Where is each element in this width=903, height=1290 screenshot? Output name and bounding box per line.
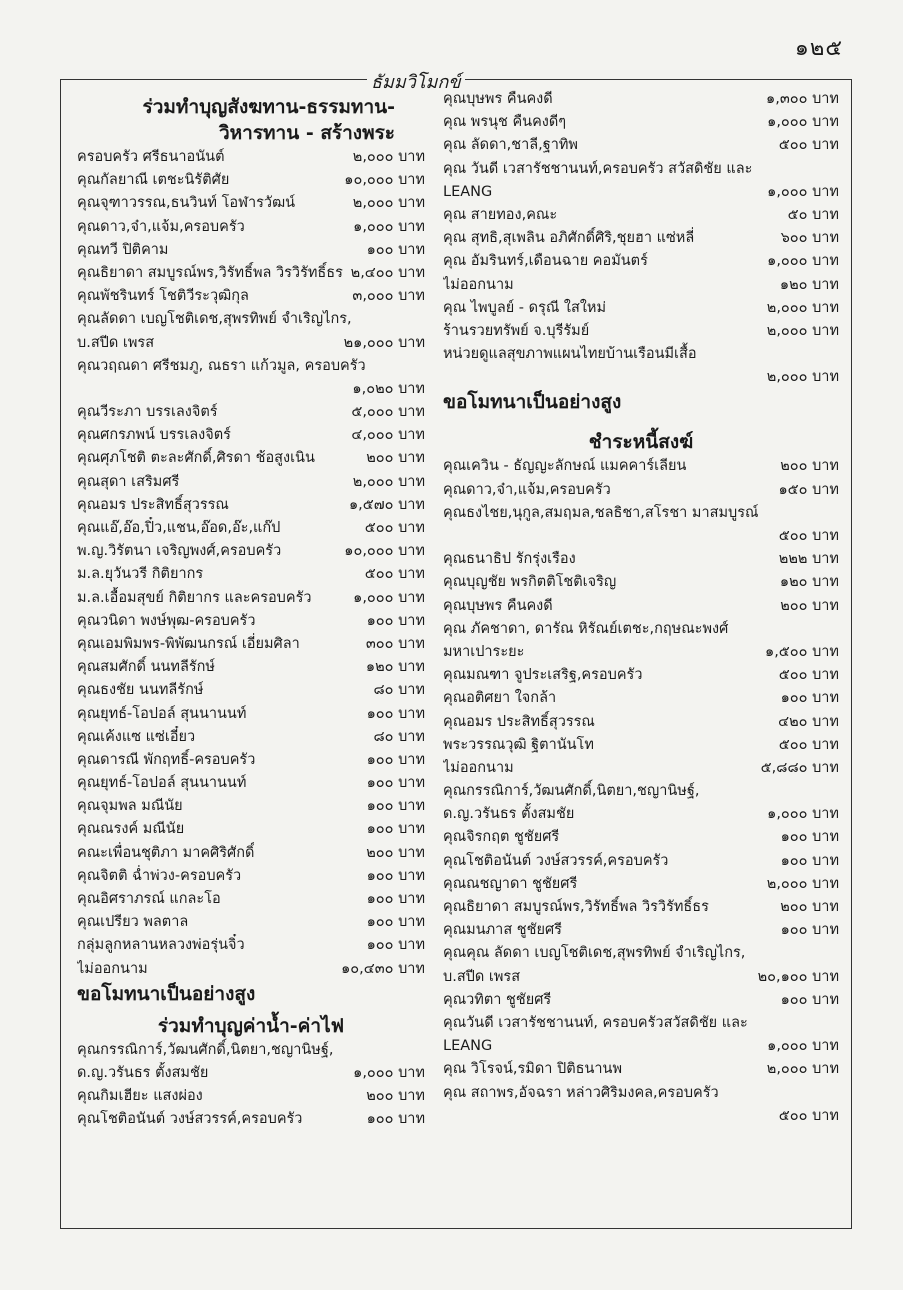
donor-amount: ๑๐๐ บาท xyxy=(780,852,839,869)
donor-row xyxy=(443,664,839,687)
donor-amount: ๒๐๐ บาท xyxy=(366,1088,425,1105)
donor-row xyxy=(443,250,839,273)
donor-amount: ๑,๐๐๐ บาท xyxy=(767,183,839,200)
donor-name: คุณอติศยา ใจกล้า xyxy=(443,690,557,707)
donor-amount: ๕๐๐ บาท xyxy=(364,566,425,583)
donor-name: คุณเปรียว พลตาล xyxy=(77,914,189,931)
donor-name: คุณ อัมรินทร์,เดือนฉาย คอมันตร์ xyxy=(443,253,648,270)
donor-name: ไม่ออกนาม xyxy=(443,759,514,776)
donor-row xyxy=(443,320,839,343)
donor-row xyxy=(77,587,425,610)
donor-row xyxy=(443,274,839,297)
donor-line: คุณธงไชย,นุกูล,สมฤมล,ชลธิชา,สโรชา มาสมบูรณ์ xyxy=(443,504,759,521)
donor-row xyxy=(77,1062,425,1085)
donor-name: คุณวีระภา บรรเลงจิตร์ xyxy=(77,404,218,421)
donor-name: คุณ สุทธิ,สุเพลิน อภิศักดิ์ศิริ,ชุยฮา แซ่หลี่ xyxy=(443,230,695,247)
donor-row xyxy=(443,204,839,227)
donor-row xyxy=(443,479,839,502)
section-title: ชำระหนี้สงฆ์ xyxy=(588,431,694,454)
donor-name: คุณอิศราภรณ์ แกละโอ xyxy=(77,891,221,907)
donor-row xyxy=(443,734,839,757)
donor-amount: ๕,๘๘๐ บาท xyxy=(760,759,839,776)
donor-amount: ๑,๐๐๐ บาท xyxy=(767,114,839,131)
donor-amount: ๑๐๐ บาท xyxy=(366,775,425,792)
donor-amount: ๒๐๐ บาท xyxy=(780,899,839,915)
content-frame xyxy=(60,72,852,1229)
donor-amount: ๒๐๐ บาท xyxy=(780,458,839,475)
donor-row xyxy=(443,711,839,734)
donor-line: คุณวฤณดา ศรีชมภู, ณธรา แก้วมูล, ครอบครัว xyxy=(77,357,366,374)
donor-row xyxy=(77,540,425,563)
donor-line: หน่วยดูแลสุขภาพแผนไทยบ้านเรือนมีเสื้อ xyxy=(443,346,697,363)
donor-amount: ๒,๐๐๐ บาท xyxy=(766,369,839,386)
donor-row xyxy=(443,571,839,594)
donor-amount: ๑๐๐ บาท xyxy=(780,690,839,707)
donor-name: คุณสมศักดิ์ นนทลีรักษ์ xyxy=(77,659,215,676)
donor-name: คุณวนิดา พงษ์พุฒ-ครอบครัว xyxy=(77,612,256,629)
donor-name: คุณบุญชัย พรกิตติโชติเจริญ xyxy=(443,574,617,591)
donor-name: ด.ญ.วรันธร ตั้งสมชัย xyxy=(77,1064,209,1081)
donor-row xyxy=(77,679,425,702)
donor-name: คุณโชติอนันต์ วงษ์สวรรค์,ครอบครัว xyxy=(443,852,669,869)
donor-amount: ๑,๐๒๐ บาท xyxy=(352,380,425,397)
donor-amount: ๕๐๐ บาท xyxy=(778,137,839,154)
donor-row xyxy=(443,896,839,919)
donor-row xyxy=(443,850,839,873)
donor-row xyxy=(77,934,425,957)
donor-row xyxy=(77,749,425,772)
donor-amount: ๕๐๐ บาท xyxy=(778,528,839,544)
donor-name: คุณกัลยาณี เตชะนิรัติศัย xyxy=(77,172,230,189)
donor-amount: ๔,๐๐๐ บาท xyxy=(351,427,425,444)
donor-name: คุณจุมพล มณีนัย xyxy=(77,798,183,815)
donor-row xyxy=(443,966,839,989)
donor-amount: ๒,๐๐๐ บาท xyxy=(352,149,425,165)
anumodana-title: ขอโมทนาเป็นอย่างสูง xyxy=(443,391,622,414)
donor-name: คุณดาว,จ๋า,แจ้ม,ครอบครัว xyxy=(77,218,245,235)
donor-name: มหาเปาระยะ xyxy=(443,643,525,660)
donor-row xyxy=(77,726,425,749)
donor-name: คุณมนภาส ชูชัยศรี xyxy=(443,922,562,939)
donor-row xyxy=(77,494,425,517)
donor-amount: ๑๐๐ บาท xyxy=(366,751,425,768)
donor-name: คุณบุษพร คืนคงดี xyxy=(443,91,553,107)
donor-row xyxy=(77,703,425,726)
donor-name: คุณ ไพบูลย์ - ดรุณี ใสใหม่ xyxy=(443,299,607,316)
donor-row xyxy=(77,865,425,888)
donor-name: คุณดาว,จ๋า,แจ้ม,ครอบครัว xyxy=(443,481,611,498)
donor-amount: ๑๐๐ บาท xyxy=(780,829,839,846)
donor-amount: ๑,๐๐๐ บาท xyxy=(353,1064,425,1081)
donor-row xyxy=(77,818,425,841)
donor-name: คุณโชติอนันต์ วงษ์สวรรค์,ครอบครัว xyxy=(77,1111,303,1128)
donor-row xyxy=(443,1035,839,1058)
left-column xyxy=(77,88,425,1132)
donor-amount: ๒,๐๐๐ บาท xyxy=(766,322,839,339)
donor-amount: ๖๐๐ บาท xyxy=(780,230,839,247)
donor-amount: ๒,๐๐๐ บาท xyxy=(766,875,839,892)
donor-row xyxy=(77,1108,425,1131)
donor-name: กลุ่มลูกหลานหลวงพ่อรุ่นจิ๋ว xyxy=(77,937,245,954)
donor-row xyxy=(77,401,425,424)
donor-row xyxy=(77,239,425,262)
donor-row xyxy=(443,111,839,134)
donor-name: คุณกิมเฮียะ แสงผ่อง xyxy=(77,1088,203,1105)
donor-row xyxy=(443,88,839,111)
donor-amount: ๓,๐๐๐ บาท xyxy=(352,288,425,305)
donor-name: บ.สปีด เพรส xyxy=(77,334,155,351)
donor-amount: ๒,๐๐๐ บาท xyxy=(352,195,425,212)
donor-amount: ๑๒๐ บาท xyxy=(365,659,425,676)
donor-row xyxy=(77,772,425,795)
donor-name: คุณอมร ประสิทธิ์สุวรรณ xyxy=(77,496,229,513)
donor-line: คุณกรรณิการ์,วัฒนศักดิ์,นิตยา,ชญานิษฐ์, xyxy=(77,1041,334,1058)
donor-amount: ๑,๐๐๐ บาท xyxy=(353,218,425,235)
section-title: ร่วมทำบุญสังฆทาน-ธรรมทาน- xyxy=(142,96,395,118)
donor-row xyxy=(77,285,425,308)
donor-amount: ๒,๐๐๐ บาท xyxy=(766,299,839,316)
donor-row xyxy=(77,216,425,239)
donor-row xyxy=(77,332,425,355)
donor-amount: ๕๐ บาท xyxy=(787,206,839,223)
donor-row xyxy=(77,958,425,981)
donor-amount: ๑๐๐ บาท xyxy=(366,937,425,954)
running-header: ธัมมวิโมกข์ xyxy=(367,67,465,96)
donor-line: คุณคุณ ลัดดา เบญโชติเดช,สุพรทิพย์ จำเริญไกร, xyxy=(443,945,746,962)
donor-name: คุณศุภโชติ ตะละศักดิ์,ศิรดา ช้อสูงเนิน xyxy=(77,450,315,467)
donor-name: คุณ สายทอง,คณะ xyxy=(443,206,558,223)
donor-name: คุณ วิโรจน์,รมิดา ปิติธนานพ xyxy=(443,1061,623,1078)
donor-amount: ๑๐๐ บาท xyxy=(366,821,425,838)
donor-amount: ๕๐๐ บาท xyxy=(778,1107,839,1124)
donor-row xyxy=(443,803,839,826)
donor-amount: ๘๐ บาท xyxy=(373,682,425,699)
donor-row xyxy=(443,641,839,664)
donor-name: คุณจุฑาวรรณ,ธนวินท์ โอฬารวัฒน์ xyxy=(77,195,296,212)
donor-name: คุณธงชัย นนทลีรักษ์ xyxy=(77,682,204,699)
donor-name: คุณ พรนุช คืนคงดีๆ xyxy=(443,114,567,131)
donor-amount: ๑๐๐ บาท xyxy=(366,798,425,815)
donor-name: ไม่ออกนาม xyxy=(77,960,148,977)
donor-name: คุณเอมพิมพร-พิพัฒนกรณ์ เอี่ยมศิลา xyxy=(77,635,300,652)
donor-row xyxy=(77,911,425,934)
donor-amount: ๓๐๐ บาท xyxy=(365,635,425,652)
donor-row xyxy=(443,297,839,320)
donor-name: คุณธนาธิป รักรุ่งเรือง xyxy=(443,551,576,568)
donor-name: คุณดารณี พักฤทธิ์-ครอบครัว xyxy=(77,751,256,768)
donor-name: ไม่ออกนาม xyxy=(443,276,514,293)
anumodana-title: ขอโมทนาเป็นอย่างสูง xyxy=(77,982,256,1005)
donor-name: คุณจิรกฤต ชูชัยศรี xyxy=(443,829,560,846)
donor-line: คุณวันดี เวสารัชชานนท์, ครอบครัวสวัสดิชัย และ xyxy=(443,1014,748,1031)
donor-row xyxy=(77,262,425,285)
donor-amount: ๕๐๐ บาท xyxy=(778,667,839,684)
donor-amount: ๒,๔๐๐ บาท xyxy=(350,264,425,281)
donor-name: คุณธิยาดา สมบูรณ์พร,วิรัทธิ์พล วิรวิรัทธิ์ธร xyxy=(77,264,343,281)
donor-amount: ๕๐๐ บาท xyxy=(778,736,839,753)
donor-line: คุณลัดดา เบญโชติเดช,สุพรทิพย์ จำเริญไกร, xyxy=(77,311,352,328)
donor-row xyxy=(443,826,839,849)
donor-name: คุณมณฑา จูประเสริฐ,ครอบครัว xyxy=(443,667,643,684)
donor-name: พระวรรณวุฒิ ฐิตานันโท xyxy=(443,736,594,753)
donor-row xyxy=(443,919,839,942)
donor-amount: ๕๐๐ บาท xyxy=(364,520,425,536)
donor-row xyxy=(443,134,839,157)
donor-amount: ๒๐,๑๐๐ บาท xyxy=(757,968,839,985)
donor-row xyxy=(77,656,425,679)
donor-row xyxy=(77,610,425,633)
donor-amount: ๑๒๐ บาท xyxy=(779,276,839,293)
donor-row xyxy=(443,455,839,478)
donor-amount: ๑๐๐ บาท xyxy=(366,914,425,931)
donor-row xyxy=(77,447,425,470)
donor-row xyxy=(443,181,839,204)
donor-row xyxy=(77,842,425,865)
donor-name: ด.ญ.วรันธร ตั้งสมชัย xyxy=(443,806,575,823)
donor-amount: ๑๐๐ บาท xyxy=(366,891,425,907)
section-title: ร่วมทำบุญค่าน้ำ-ค่าไฟ xyxy=(157,1014,345,1037)
donor-line: คุณ สถาพร,อัจฉรา หล่าวศิริมงคล,ครอบครัว xyxy=(443,1084,719,1101)
donor-name: ม.ล.ยุวันวรี กิติยากร xyxy=(77,566,204,583)
donor-amount: ๑๐๐ บาท xyxy=(366,612,425,629)
donor-amount: ๒๐๐ บาท xyxy=(780,597,839,614)
donor-line: คุณ ภัคชาดา, ดารัณ หิรัณย์เตชะ,กฤษณะพงศ์ xyxy=(443,620,729,637)
donor-row xyxy=(443,1058,839,1081)
donor-name: คุณแอ๊,อ๊อ,ปิ๋ว,แชน,อ๊อด,อ๊ะ,แก๊ป xyxy=(77,520,281,536)
donor-name: ม.ล.เอื้อมสุขย์ กิติยากร และครอบครัว xyxy=(77,589,312,606)
donor-name: คุณเค้งแซ แซ่เอี๋ยว xyxy=(77,728,196,745)
donor-amount: ๔๒๐ บาท xyxy=(778,713,839,730)
donor-row xyxy=(77,169,425,192)
donor-name: ครอบครัว ศรีธนาอนันต์ xyxy=(77,149,225,165)
donor-row xyxy=(77,517,425,540)
donor-name: คุณยุทธ์-โอปอล์ สุนนานนท์ xyxy=(77,775,247,792)
donor-name: คุณวทิตา ชูชัยศรี xyxy=(443,991,552,1008)
donor-amount: ๑๐,๐๐๐ บาท xyxy=(344,543,425,560)
donor-row xyxy=(443,227,839,250)
donor-amount: ๑,๕๐๐ บาท xyxy=(764,643,839,660)
section-title: วิหารทาน - สร้างพระ xyxy=(218,122,395,144)
page-number: ๑๒๕ xyxy=(794,36,843,61)
donor-name: คุณณชญาดา ชูชัยศรี xyxy=(443,875,578,892)
donor-amount: ๑,๕๗๐ บาท xyxy=(348,496,425,513)
donor-row xyxy=(443,873,839,896)
donor-row xyxy=(77,633,425,656)
donor-amount: ๒๐๐ บาท xyxy=(366,450,425,467)
donor-name: คุณพัชรินทร์ โชติวีระวุฒิกุล xyxy=(77,288,249,305)
donor-amount: ๒,๐๐๐ บาท xyxy=(766,1061,839,1078)
donor-amount: ๑๐,๔๓๐ บาท xyxy=(341,960,425,977)
donor-row xyxy=(443,757,839,780)
donor-name: LEANG xyxy=(443,183,493,200)
donor-amount: ๑,๓๐๐ บาท xyxy=(766,91,839,107)
donor-amount: ๑,๐๐๐ บาท xyxy=(767,1038,839,1055)
donor-name: คุณธิยาดา สมบูรณ์พร,วิรัทธิ์พล วิรวิรัทธิ์ธร xyxy=(443,899,709,915)
donor-line: คุณกรรณิการ์,วัฒนศักดิ์,นิตยา,ชญานิษฐ์, xyxy=(443,783,700,800)
donor-amount: ๑,๐๐๐ บาท xyxy=(353,589,425,606)
donor-name: ร้านรวยทรัพย์ จ.บุรีรัมย์ xyxy=(443,322,590,339)
donor-name: คุณสุดา เสริมศรี xyxy=(77,473,180,490)
donor-row xyxy=(443,548,839,571)
donor-name: LEANG xyxy=(443,1038,493,1055)
donor-amount: ๑๐๐ บาท xyxy=(780,991,839,1008)
donor-name: คณะเพื่อนชุติภา มาคศิริศักดิ์ xyxy=(77,844,255,861)
donor-amount: ๘๐ บาท xyxy=(373,728,425,745)
donor-amount: ๕,๐๐๐ บาท xyxy=(351,404,425,421)
donor-amount: ๒,๐๐๐ บาท xyxy=(352,473,425,490)
donor-amount: ๑๐๐ บาท xyxy=(366,1111,425,1128)
donor-amount: ๑๒๐ บาท xyxy=(779,574,839,591)
donor-row xyxy=(443,595,839,618)
donor-row xyxy=(77,424,425,447)
donor-amount: ๑,๐๐๐ บาท xyxy=(767,253,839,270)
right-column xyxy=(443,88,839,1128)
donor-name: คุณทวี ปิติคาม xyxy=(77,241,169,258)
donor-row xyxy=(77,471,425,494)
donor-row xyxy=(77,192,425,215)
donor-line: คุณ วันดี เวสารัชชานนท์,ครอบครัว สวัสดิชัย และ xyxy=(443,160,753,177)
donor-name: คุณจิตติ ฉ่ำพ่วง-ครอบครัว xyxy=(77,867,242,884)
donor-row xyxy=(77,1085,425,1108)
donor-row xyxy=(77,146,425,169)
donor-row xyxy=(77,563,425,586)
donor-amount: ๒๒๒ บาท xyxy=(778,551,839,568)
donor-amount: ๑๐๐ บาท xyxy=(780,922,839,939)
donor-row xyxy=(77,795,425,818)
donor-amount: ๑๐๐ บาท xyxy=(366,867,425,884)
donor-amount: ๑,๐๐๐ บาท xyxy=(767,806,839,823)
donor-name: คุณ ลัดดา,ชาลี,ฐาทิพ xyxy=(443,137,578,154)
donor-row xyxy=(443,989,839,1012)
donor-amount: ๑๕๐ บาท xyxy=(778,481,839,498)
donor-name: พ.ญ.วิรัตนา เจริญพงศ์,ครอบครัว xyxy=(77,543,282,560)
donor-name: คุณเควิน - ธัญญะลักษณ์ แมคคาร์เลียน xyxy=(443,458,687,475)
donor-name: คุณณรงค์ มณีนัย xyxy=(77,821,185,838)
donor-row xyxy=(77,888,425,911)
donor-row xyxy=(443,687,839,710)
donor-amount: ๒๐๐ บาท xyxy=(366,844,425,861)
donor-amount: ๑๐,๐๐๐ บาท xyxy=(344,172,425,189)
donor-name: คุณอมร ประสิทธิ์สุวรรณ xyxy=(443,713,595,730)
donor-name: คุณศกรภพน์ บรรเลงจิตร์ xyxy=(77,427,231,444)
donor-amount: ๒๑,๐๐๐ บาท xyxy=(343,334,425,351)
donor-amount: ๑๐๐ บาท xyxy=(366,705,425,722)
donor-name: บ.สปีด เพรส xyxy=(443,968,521,985)
donor-name: คุณยุทธ์-โอปอล์ สุนนานนท์ xyxy=(77,705,247,722)
donor-amount: ๑๐๐ บาท xyxy=(366,241,425,258)
donor-name: คุณบุษพร คืนคงดี xyxy=(443,597,553,614)
